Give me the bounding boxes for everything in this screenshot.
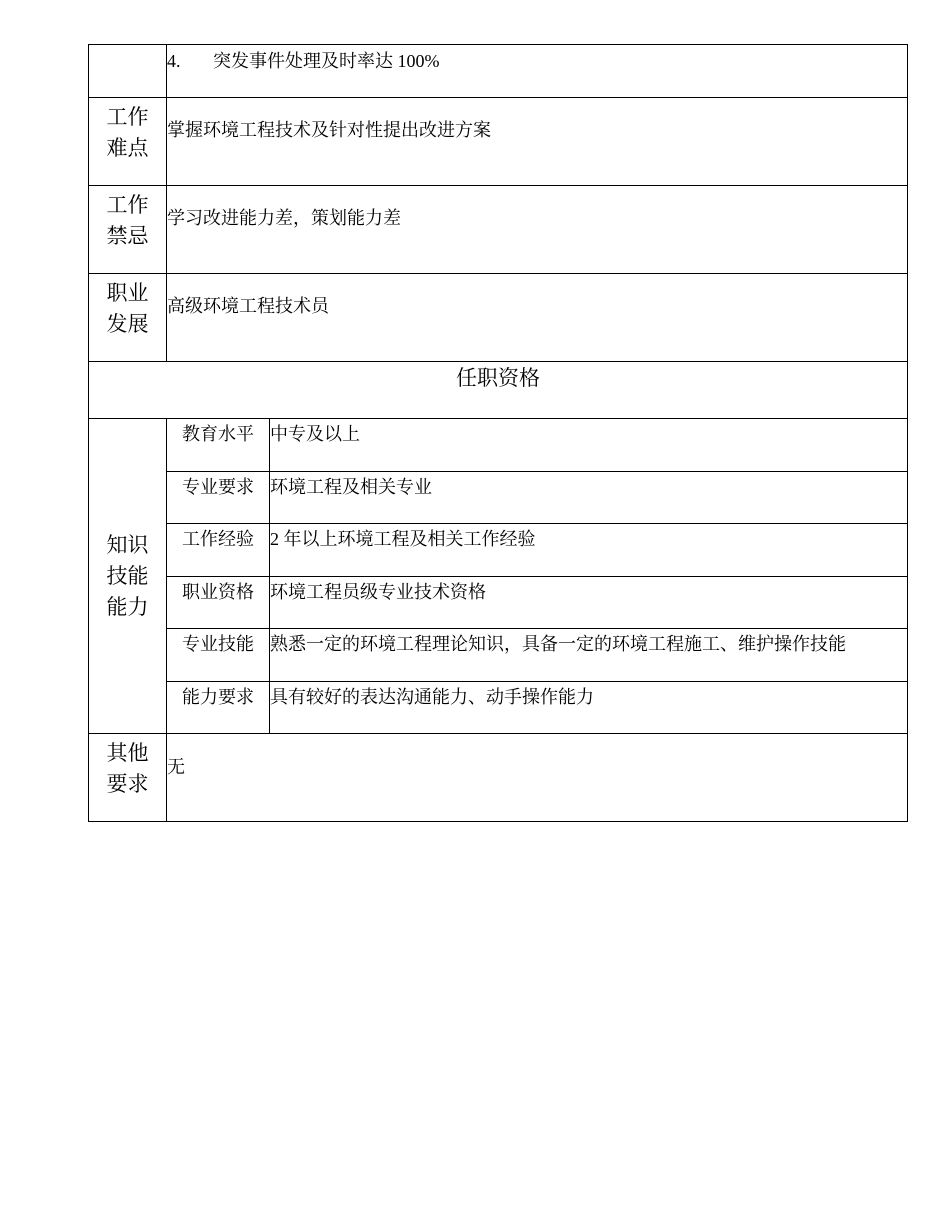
duty-item-cell	[167, 45, 908, 98]
duty-item-row	[89, 45, 908, 98]
qualification-row	[89, 419, 908, 472]
career-row	[89, 274, 908, 362]
duty-item-number: 4.	[167, 51, 181, 71]
taboo-row	[89, 186, 908, 274]
other-row	[89, 734, 908, 822]
qualification-value: 环境工程员级专业技术资格	[270, 577, 908, 629]
qualification-row	[89, 682, 908, 734]
job-description-table	[88, 44, 908, 822]
qualification-row	[89, 577, 908, 629]
other-label: 其他 要求	[89, 734, 167, 822]
other-value: 无	[167, 734, 908, 822]
duty-item-text: 突发事件处理及时率达 100%	[213, 51, 440, 71]
qualification-row	[89, 472, 908, 524]
qualification-label: 能力要求	[167, 682, 270, 734]
duty-item-empty-label	[89, 45, 167, 98]
difficulty-row	[89, 98, 908, 186]
qualifications-group-label: 知识 技能 能力	[89, 419, 167, 734]
qualification-value: 2 年以上环境工程及相关工作经验	[270, 524, 908, 577]
taboo-value: 学习改进能力差，策划能力差	[167, 186, 908, 274]
qualification-row	[89, 524, 908, 577]
qualification-value: 环境工程及相关专业	[270, 472, 908, 524]
qualifications-title: 任职资格	[89, 362, 908, 419]
qualification-value: 熟悉一定的环境工程理论知识，具备一定的环境工程施工、维护操作技能	[270, 629, 908, 682]
qualification-label: 教育水平	[167, 419, 270, 472]
qualification-label: 工作经验	[167, 524, 270, 577]
qualification-row	[89, 629, 908, 682]
taboo-label: 工作 禁忌	[89, 186, 167, 274]
difficulty-value: 掌握环境工程技术及针对性提出改进方案	[167, 98, 908, 186]
qualification-label: 专业技能	[167, 629, 270, 682]
qualifications-title-row	[89, 362, 908, 419]
qualification-value: 中专及以上	[270, 419, 908, 472]
career-value: 高级环境工程技术员	[167, 274, 908, 362]
qualification-label: 职业资格	[167, 577, 270, 629]
difficulty-label: 工作 难点	[89, 98, 167, 186]
qualification-label: 专业要求	[167, 472, 270, 524]
career-label: 职业 发展	[89, 274, 167, 362]
qualification-value: 具有较好的表达沟通能力、动手操作能力	[270, 682, 908, 734]
